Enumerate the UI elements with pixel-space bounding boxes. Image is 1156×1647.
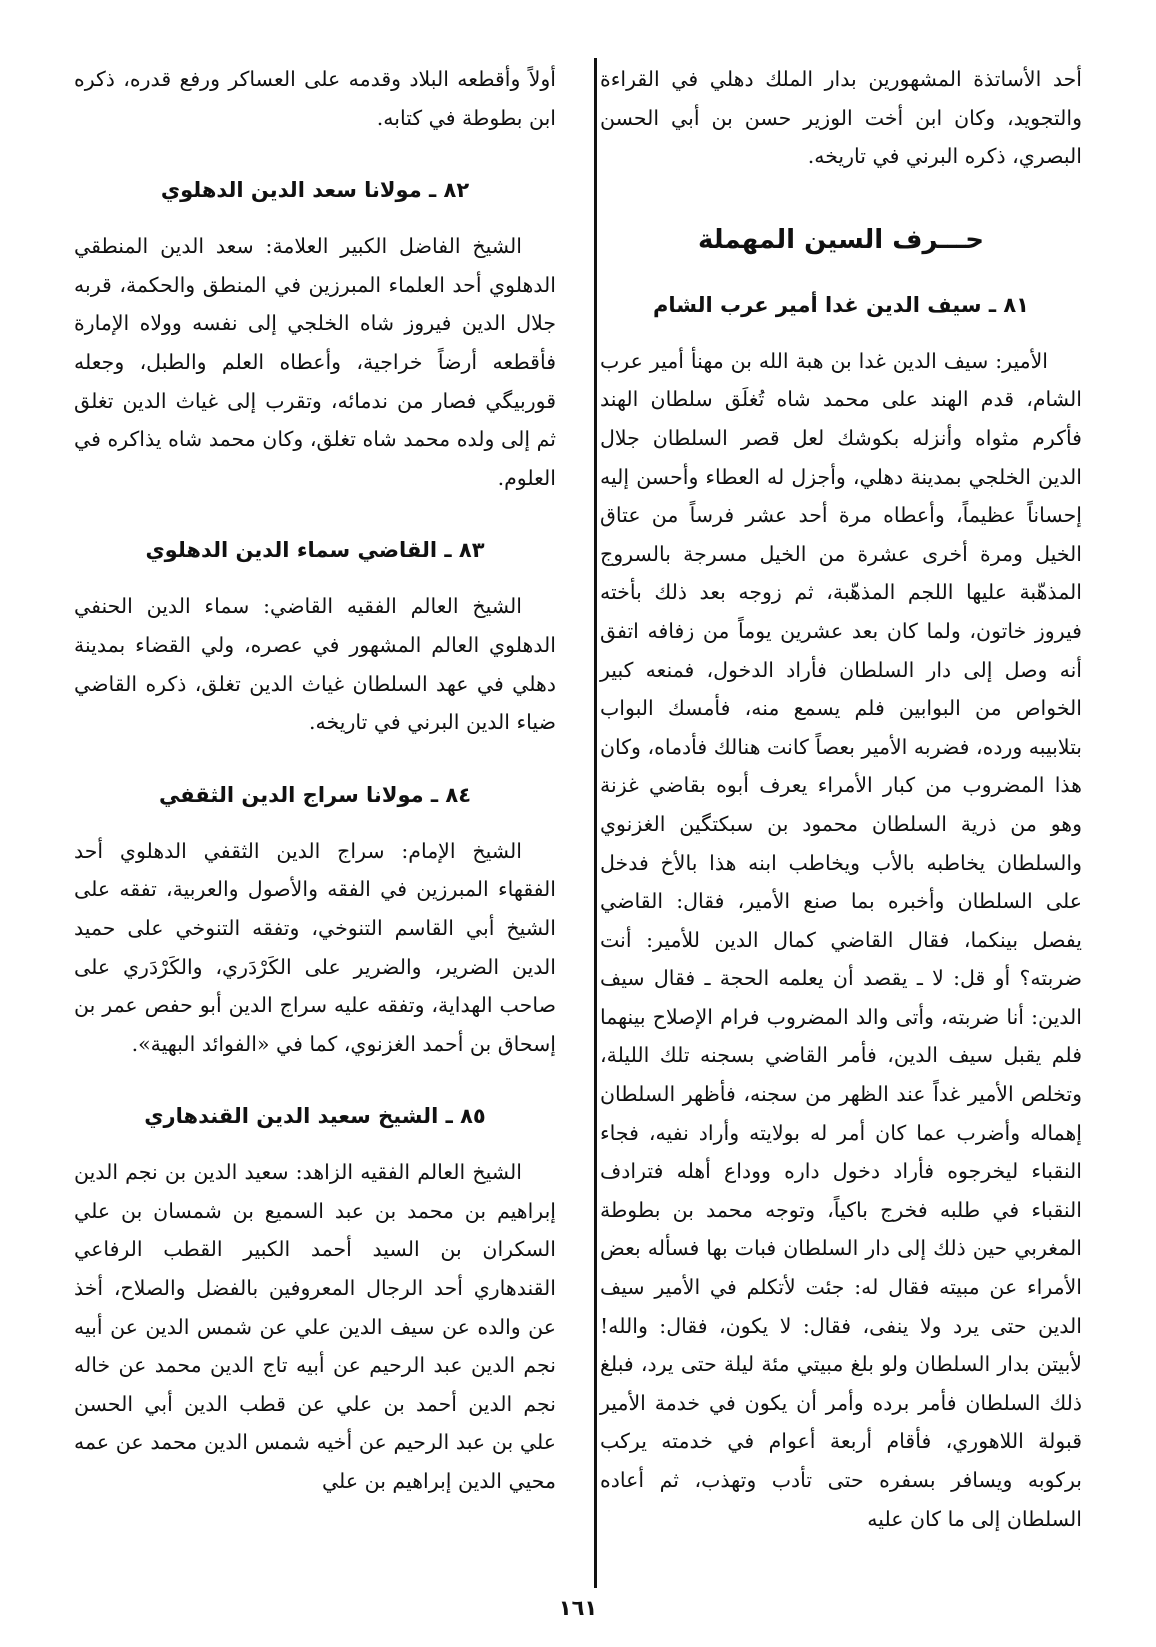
entry-85-heading: ٨٥ ـ الشيخ سعيد الدين القندهاري — [144, 1104, 486, 1129]
right-column — [600, 60, 1082, 1538]
entry-84-heading: ٨٤ ـ مولانا سراج الدين الثقفي — [158, 782, 472, 807]
column-divider — [594, 58, 597, 1588]
entry-83-heading: ٨٣ ـ القاضي سماء الدين الدهلوي — [145, 538, 485, 563]
entry-84-body: الشيخ الإمام: سراج الدين الثقفي الدهلوي أحد الفقهاء المبرزين في الفقه والأصول والعربية، تفقه على الشيخ أبي القاسم التنوخي، وتفقه التنوخي على حميد الدين الضرير، والضرير على الكَرْدَري، والكَرْدَري على صاحب الهداية، وتفقه عليه سراج الدين أبو حفص عمر بن إسحاق بن أحمد الغزنوي، كما في «الفوائد البهية». — [74, 838, 556, 1056]
continuation-paragraph: أولاً وأقطعه البلاد وقدمه على العساكر ورفع قدره، ذكره ابن بطوطة في كتابه. — [74, 67, 556, 130]
intro-paragraph: أحد الأساتذة المشهورين بدار الملك دهلي في القراءة والتجويد، وكان ابن أخت الوزير حسن بن أبي الحسن البصري، ذكره البرني في تاريخه. — [600, 67, 1082, 169]
entry-85-body: الشيخ العالم الفقيه الزاهد: سعيد الدين بن نجم الدين إبراهيم بن محمد بن عبد السميع بن شمسان بن علي السكران بن السيد أحمد الكبير القطب الرفاعي القندهاري أحد الرجال المعروفين بالفضل والصلاح، أخذ عن والده عن سيف الدين علي عن شمس الدين عن أبيه نجم الدين عبد الرحيم عن أبيه تاج الدين محمد عن خاله نجم الدين أحمد بن علي عن قطب الدين أبي الحسن علي بن عبد الرحيم عن أخيه شمس الدين محمد عن عمه محيي الدين إبراهيم بن علي — [74, 1160, 556, 1494]
section-title: حـــرف السين المهملة — [697, 224, 985, 255]
left-column — [74, 60, 556, 1501]
entry-81-heading: ٨١ ـ سيف الدين غدا أمير عرب الشام — [653, 292, 1029, 317]
entry-81-body: الأمير: سيف الدين غدا بن هبة الله بن مهنأ أمير عرب الشام، قدم الهند على محمد شاه تُغلَق سلطان الهند فأكرم مثواه وأنزله بكوشك لعل قصر السلطان جلال الدين الخلجي بمدينة دهلي، وأجزل له العطاء وأحسن إليه إحساناً عظيماً، وأعطاه مرة أحد عشر فرساً من عتاق الخيل ومرة أخرى عشرة من الخيل مسرجة بالسروج المذهّبة عليها اللجم المذهّبة، ثم زوجه بعد ذلك بأخته فيروز خاتون، ولما كان بعد عشرين يوماً من زفافه اتفق أنه وصل إلى دار السلطان فأراد الدخول، فمنعه كبير الخواص من البوابين فلم يسمع منه، فأمسك البواب بتلابيبه ورده، فضربه الأمير بعصاً كانت هنالك فأدماه، وكان هذا المضروب من كبار الأمراء يعرف أبوه بقاضي غزنة وهو من ذرية السلطان محمود بن سبكتگين الغزنوي والسلطان يخاطبه بالأب ويخاطب ابنه هذا بالأخ فدخل على السلطان وأخبره بما صنع الأمير، فقال: القاضي يفصل بينكما، فقال القاضي كمال الدين للأمير: أنت ضربته؟ أو قل: لا ـ يقصد أن يعلمه الحجة ـ فقال سيف الدين: أنا ضربته، وأتى والد المضروب فرام الإصلاح بينهما فلم يقبل سيف الدين، فأمر القاضي بسجنه تلك الليلة، وتخلص الأمير غداً عند الظهر من سجنه، فأظهر السلطان إهماله وأضرب عما كان أمر له بولايته وأراد نفيه، فجاء النقباء ليخرجوه فأراد دخول داره ووداع أهله فترادف النقباء في طلبه فخرج باكياً، وتوجه محمد بن بطوطة المغربي حين ذلك إلى دار السلطان فبات بها فسأله بعض الأمراء عن مبيته فقال له: جئت لأتكلم في الأمير سيف الدين حتى يرد ولا ينفى، فقال: لا يكون، فقال: والله! لأبيتن بدار السلطان ولو بلغ مبيتي مئة ليلة حتى يرد، فبلغ ذلك السلطان فأمر برده وأمر أن يكون في خدمة الأمير قبولة اللاهوري، فأقام أربعة أعوام في خدمته يركب بركوبه ويسافر بسفره حتى تأدب وتهذب، ثم أعاده السلطان إلى ما كان عليه — [599, 348, 1082, 1531]
page-number: ١٦١ — [558, 1596, 598, 1620]
entry-82-body: الشيخ الفاضل الكبير العلامة: سعد الدين المنطقي الدهلوي أحد العلماء المبرزين في المنطق والحكمة، قربه جلال الدين فيروز شاه الخلجي إلى نفسه وولاه الإمارة فأقطعه أرضاً خراجية، وأعطاه العلم والطبل، وجعله قوربيگي فصار من ندمائه، وتقرب إلى غياث الدين تغلق ثم إلى ولده محمد شاه تغلق، وكان محمد شاه يذاكره في العلوم. — [74, 234, 556, 490]
entry-82-heading: ٨٢ ـ مولانا سعد الدين الدهلوي — [160, 178, 470, 203]
entry-83-body: الشيخ العالم الفقيه القاضي: سماء الدين الحنفي الدهلوي العالم المشهور في عصره، ولي القضاء بمدينة دهلي في عهد السلطان غياث الدين تغلق، ذكره القاضي ضياء الدين البرني في تاريخه. — [74, 594, 556, 735]
